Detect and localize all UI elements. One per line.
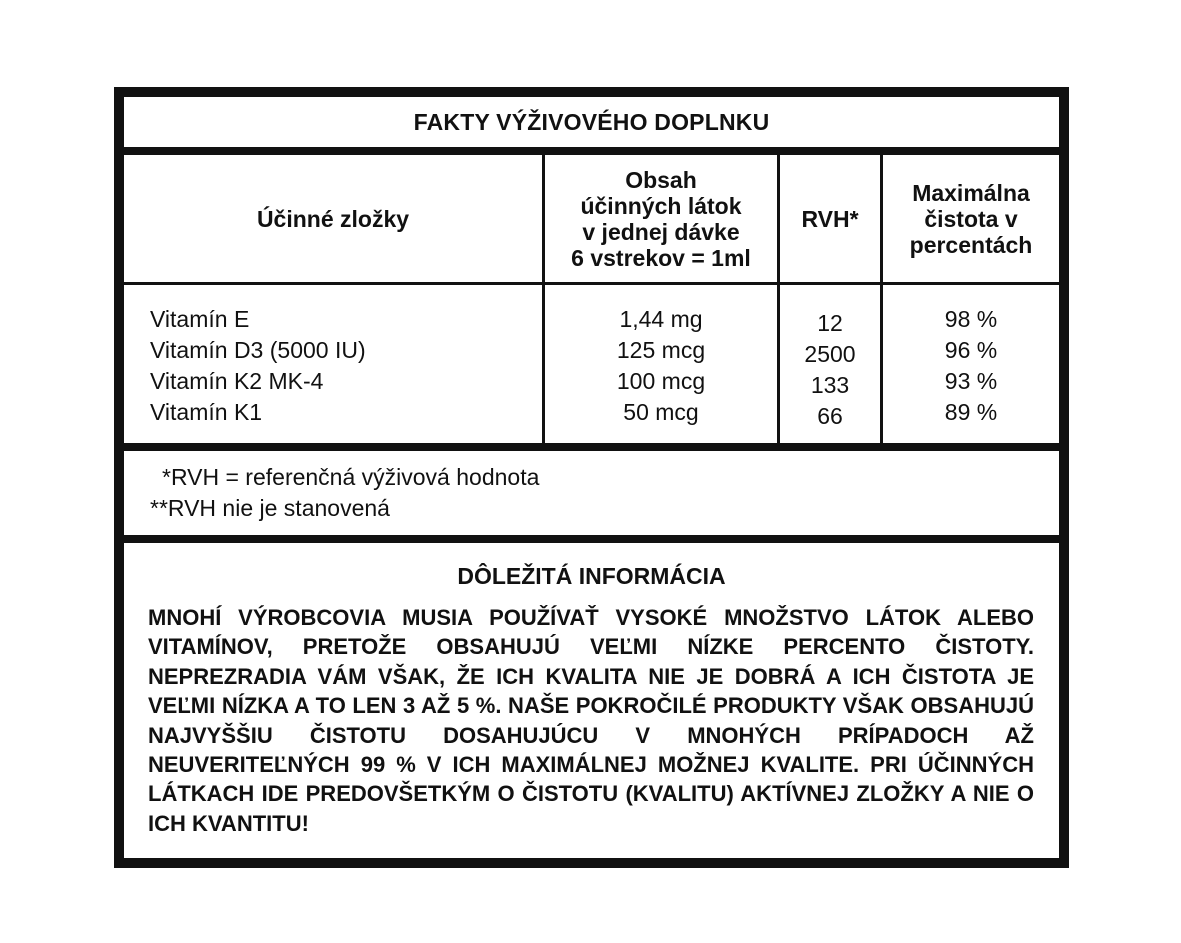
ingredient-purity: 89 %: [944, 399, 998, 425]
important-info-text: MNOHÍ VÝROBCOVIA MUSIA POUŽÍVAŤ VYSOKÉ MNOŽSTVO LÁTOK ALEBO VITAMÍNOV, PRETOŽE OBSAHUJÚ VEĽMI NÍZKE PERCENTO ČISTOTY. NEPREZRADIA VÁM VŠAK, ŽE ICH KVALITA NIE JE DOBRÁ A ICH ČISTOTA JE VEĽMI NÍZKA A TO LEN 3 AŽ 5 %. NAŠE POKROČILÉ PRODUKTY VŠAK OBSAHUJÚ NAJVYŠŠIU ČISTOTU DOSAHUJÚCU V MNOHÝCH PRÍPADOCH AŽ NEUVERITEĽNÝCH 99 % V ICH MAXIMÁLNEJ MOŽNEJ KVALITE. PRI ÚČINNÝCH LÁTKACH IDE PREDOVŠETKÝM O ČISTOTU (KVALITU) AKTÍVNEJ ZLOŽKY A NIE O ICH KVANTITU!: [148, 605, 1034, 836]
header-content-line: Obsah: [625, 166, 697, 193]
ingredient-amount: 100 mcg: [616, 368, 706, 394]
header-content-line: v jednej dávke: [582, 218, 740, 245]
header-ingredients-label: Účinné zložky: [256, 205, 410, 232]
header-rvh-label: RVH*: [801, 205, 859, 232]
ingredient-amount: 50 mcg: [623, 399, 699, 425]
header-content-line: účinných látok: [580, 192, 742, 219]
ingredient-name: Vitamín E: [150, 306, 250, 332]
title-panel: [124, 97, 1059, 147]
ingredient-rvh: 133: [810, 372, 850, 398]
header-content-line: 6 vstrekov = 1ml: [571, 244, 751, 271]
ingredient-purity: 98 %: [944, 306, 998, 332]
ingredient-purity: 93 %: [944, 368, 998, 394]
ingredient-amount: 125 mcg: [616, 337, 706, 363]
header-rvh: [780, 155, 880, 282]
ingredient-purity: 96 %: [944, 337, 998, 363]
footnote-rvh-not-set: **RVH nie je stanovená: [150, 495, 390, 521]
ingredient-amounts: [545, 285, 777, 462]
ingredient-rvh-values: [780, 285, 880, 466]
header-content: [545, 155, 777, 282]
ingredients-table: [124, 155, 1059, 443]
header-purity-line: čistota v: [924, 205, 1018, 232]
footnotes: [124, 451, 1059, 535]
supplement-facts-title: FAKTY VÝŽIVOVÉHO DOPLNKU: [413, 108, 770, 135]
important-info-panel: [124, 543, 1059, 858]
ingredient-name: Vitamín D3 (5000 IU): [150, 337, 366, 363]
important-info-title: DÔLEŽITÁ INFORMÁCIA: [457, 563, 726, 589]
ingredient-rvh: 2500: [804, 341, 856, 367]
footnote-rvh-definition: *RVH = referenčná výživová hodnota: [162, 464, 540, 490]
ingredient-name: Vitamín K2 MK-4: [150, 368, 324, 394]
ingredient-purity-values: [883, 285, 1059, 462]
supplement-facts-frame: [114, 87, 1069, 868]
header-ingredients: [124, 155, 542, 282]
header-purity-line: Maximálna: [912, 179, 1030, 206]
header-purity-line: percentách: [909, 231, 1033, 258]
ingredient-amount: 1,44 mg: [619, 306, 703, 332]
ingredient-names: [150, 285, 540, 462]
ingredient-rvh: 12: [817, 310, 843, 336]
header-purity: [883, 155, 1059, 282]
ingredient-rvh: 66: [817, 403, 843, 429]
ingredient-name: Vitamín K1: [150, 399, 263, 425]
